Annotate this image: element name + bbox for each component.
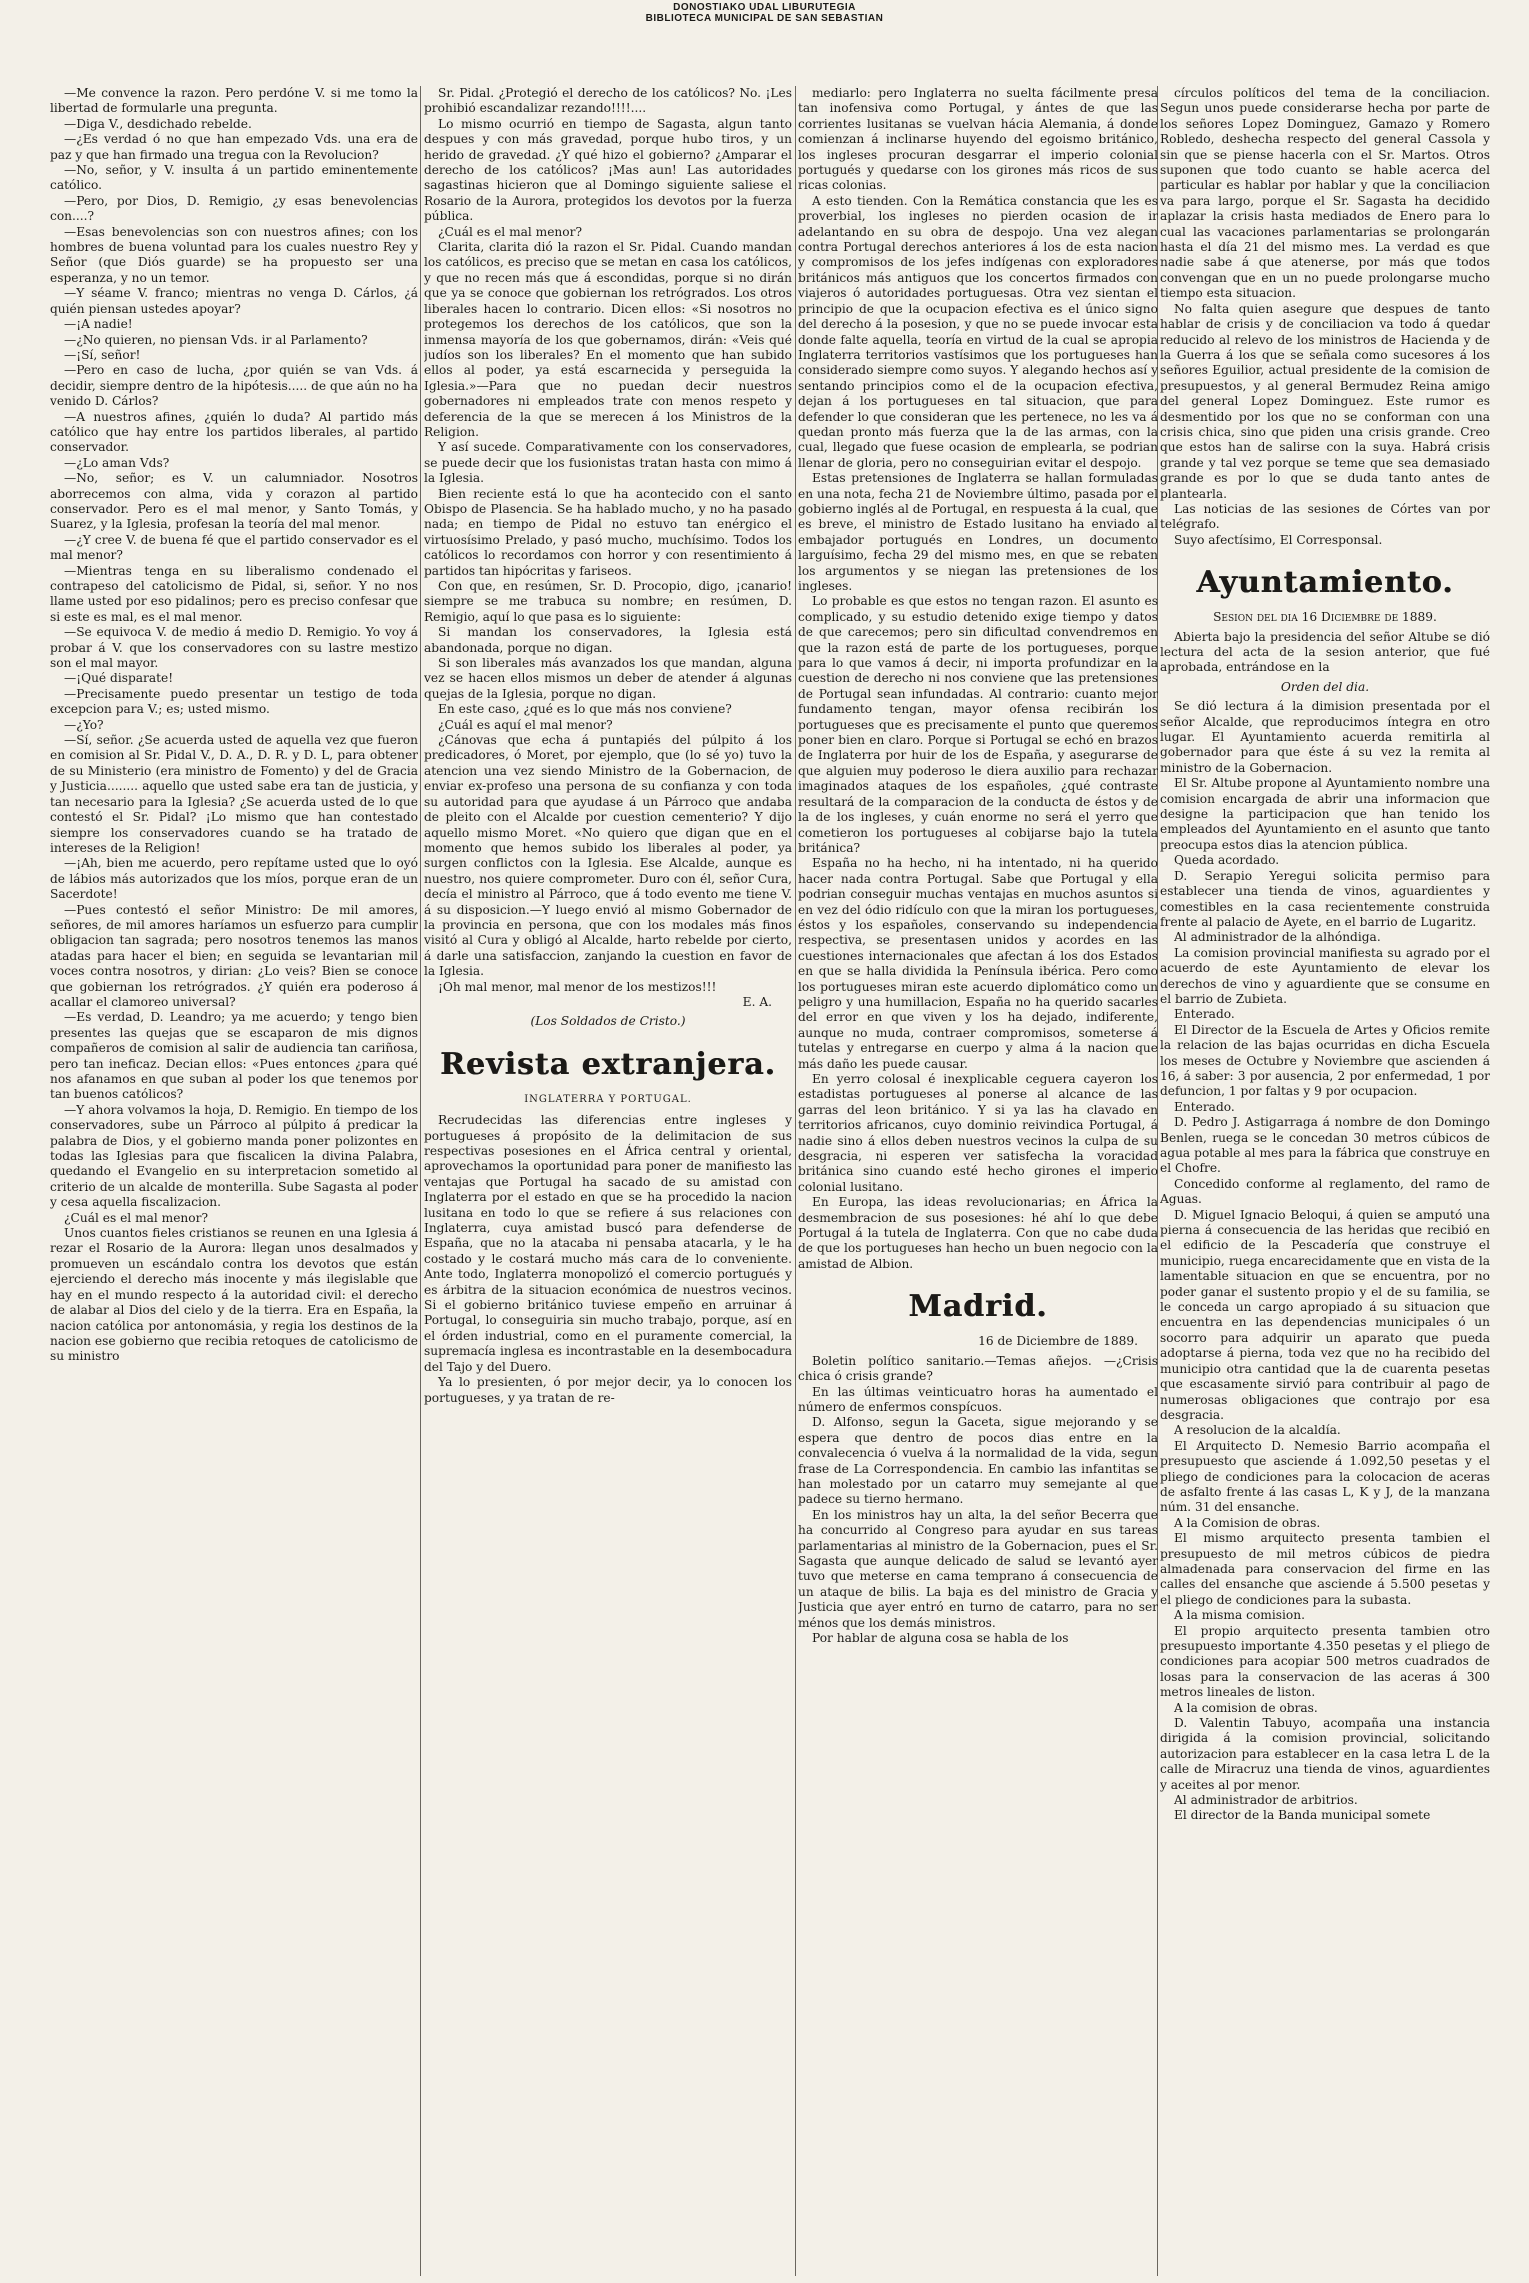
paragraph: Al administrador de la alhóndiga. bbox=[1174, 930, 1381, 945]
column-1 bbox=[50, 86, 418, 2276]
paragraph: En Europa, las ideas revolucionarias; en África la desmembracion de sus posesiones: hé ahí lo que debe Portugal á la tutela de Inglaterra. Con que no cabe duda de que los portugueses han hecho un buen negocio con la amistad de Albion. bbox=[798, 1195, 1158, 1271]
paragraph: A la Comision de obras. bbox=[1174, 1515, 1321, 1530]
paragraph: A la misma comision. bbox=[1174, 1608, 1305, 1623]
masthead-line-2: BIBLIOTECA MUNICIPAL DE SAN SEBASTIAN bbox=[645, 13, 884, 24]
column-2-foreign-article bbox=[424, 1113, 792, 1406]
paragraph: —Y séame V. franco; mientras no venga D. Cárlos, ¿á quién piensan ustedes apoyar? bbox=[50, 286, 418, 316]
session-heading: Sesion del dia 16 Diciembre de 1889. bbox=[1213, 610, 1437, 625]
paragraph: Estas pretensiones de Inglaterra se hallan formuladas en una nota, fecha 21 de Noviembre último, pasada por el gobierno inglés al de Portugal, en respuesta á la cual, que es breve, el ministro de Estado lusitano ha enviado al embajador portugués en Londres, un documento larguísimo, fecha 29 del mismo mes, en que se rebaten los argumentos y se niegan las pretensiones de los ingleses. bbox=[798, 471, 1158, 593]
column-2 bbox=[424, 86, 792, 2276]
column-4-session-items bbox=[1160, 699, 1490, 1824]
paragraph: D. Serapio Yeregui solicita permiso para establecer una tienda de vinos, aguardientes y comestibles en la casa recientemente construida frente al palacio de Ayete, en el barrio de Lugaritz. bbox=[1160, 868, 1490, 929]
paragraph: —A nuestros afines, ¿quién lo duda? Al partido más católico que hay entre los partidos liberales, al partido conservador. bbox=[50, 409, 418, 455]
paragraph: —Me convence la razon. Pero perdóne V. si me tomo la libertad de formularle una pregunta. bbox=[50, 86, 418, 116]
paragraph: Al administrador de arbitrios. bbox=[1174, 1793, 1358, 1808]
paragraph: D. Pedro J. Astigarraga á nombre de don Domingo Benlen, ruega se le concedan 30 metros cúbicos de agua potable al mes para la fábrica que construye en el Chofre. bbox=[1160, 1115, 1490, 1176]
paragraph: En las últimas veinticuatro horas ha aumentado el número de enfermos conspícuos. bbox=[798, 1384, 1158, 1414]
paragraph: Queda acordado. bbox=[1174, 853, 1280, 868]
column-4 bbox=[1160, 86, 1490, 2276]
paragraph: —Pero, por Dios, D. Remigio, ¿y esas benevolencias con....? bbox=[50, 193, 418, 224]
library-masthead bbox=[0, 2, 1529, 24]
column-3 bbox=[798, 86, 1158, 2276]
paragraph: Enterado. bbox=[1174, 1099, 1235, 1114]
paragraph: ¿Cánovas que echa á puntapiés del púlpito á los predicadores, ó Moret, por ejemplo, que (lo sé yo) tuvo la atencion una vez siendo Ministro de la Gobernacion, de enviar ex-profeso una persona de su confianza y con toda su autoridad para que ayudase á un Párroco que andaba de pleito con el Alcalde por cuestion cementerio? Y dijo aquello mismo Moret. «No quiero que digan que en el momento que hemos subido los liberales al poder, ya surgen conflictos con la Iglesia. Ese Alcalde, aunque es nuestro, nos quiere comprometer. Duro con él, señor Cura, decía el ministro al Párroco, que á todo evento me tiene V. á su disposicion.—Y luego envió al mismo Gobernador de la provincia en persona, que con los modales más finos visitó al Cura y obligó al Alcalde, harto rebelde por cierto, á darle una satisfaccion, zanjando la cuestion en favor de la Iglesia. bbox=[424, 733, 792, 979]
paragraph: —Se equivoca V. de medio á medio D. Remigio. Yo voy á probar á V. que los conservadores con su lastre mestizo son el mal mayor. bbox=[50, 625, 418, 671]
paragraph: —¿Es verdad ó no que han empezado Vds. una era de paz y que han firmado una tregua con la Revolucion? bbox=[50, 132, 418, 162]
paragraph: Boletin político sanitario.—Temas añejos. —¿Crisis chica ó crisis grande? bbox=[798, 1353, 1158, 1384]
paragraph: mediarlo: pero Inglaterra no suelta fácilmente presa tan inofensiva como Portugal, y ántes de que las corrientes lusitanas se vuelvan hácia Alemania, á donde comienzan á inclinarse huyendo del egoismo británico, los ingleses procuran desgarrar el imperio colonial portugués y quedarse con los girones más ricos de sus ricas colonias. bbox=[798, 86, 1158, 193]
paragraph: El Arquitecto D. Nemesio Barrio acompaña el presupuesto que asciende á 1.092,50 pesetas y el pliego de condiciones para la colocacion de aceras de asfalto frente á las casas L, K y J, de la manzana núm. 31 del ensanche. bbox=[1160, 1438, 1490, 1515]
paragraph: Recrudecidas las diferencias entre ingleses y portugueses á propósito de la delimitacion de sus respectivas posesiones en el África central y oriental, aprovechamos la oportunidad para poner de manifiesto las ventajas que Portugal ha sacado de su amistad con Inglaterra por el estado en que se ha procedido la nacion lusitana en todo lo que se refiere á sus relaciones con Inglaterra, cuya amistad buscó para defenderse de España, que no la atacaba ni pensaba atacarla, y le ha costado y le costará mucho más cara de lo conveniente. Ante todo, Inglaterra monopolizó el comercio portugués y es árbitra de la situacion económica de nuestros vecinos. Si el gobierno británico tuviese empeño en arruinar á Portugal, lo conseguiria sin mucho trabajo, porque, así en el órden industrial, como en el puramente comercial, la supremacía inglesa es incontrastable en la desembocadura del Tajo y del Duero. bbox=[424, 1113, 792, 1374]
paragraph: Concedido conforme al reglamento, del ramo de Aguas. bbox=[1160, 1176, 1490, 1207]
paragraph: Lo probable es que estos no tengan razon. El asunto es complicado, y su estudio detenido exige tiempo y datos de que carecemos; pero sin dificultad convendremos en que la razon está de parte de los portugueses, porque para lo que vamos á decir, ni importa profundizar en la cuestion de derecho ni nos conviene que las pretensiones de Portugal sean infundadas. Al contrario: cuanto mejor fundamento tengan, mayor ofensa recibirán los portugueses que es precisamente el punto que queremos poner bien en claro. Porque si Portugal se echó en brazos de Inglaterra por huir de los de España, y asegurarse de que alguien muy poderoso le diera auxilio para rechazar imaginados ataques de los españoles, ¿qué contraste resultará de la comparacion de la conducta de éstos y de la de los ingleses, y cuán enorme no será el yerro que cometieron los portugueses al cobijarse bajo la tutela británica? bbox=[798, 594, 1158, 855]
paragraph: Si mandan los conservadores, la Iglesia está abandonada, porque no digan. bbox=[424, 625, 792, 655]
paragraph: —Mientras tenga en su liberalismo condenado el contrapeso del catolicismo de Pidal, si, señor. Y no nos llame usted por eso pidalinos; pero es preciso confesar que si este es mal, es el mal menor. bbox=[50, 563, 418, 624]
paragraph: Unos cuantos fieles cristianos se reunen en una Iglesia á rezar el Rosario de la Aurora: llegan unos desalmados y promueven un escándalo contra los devotos que están ejerciendo el derecho más inocente y más ilegislable que hay en el mundo respecto á la autoridad civil: el derecho de alabar al Dios del cielo y de la tierra. Era en España, la nacion católica por antonomásia, y regia los destinos de la nacion ese gobierno que recibia retoques de catolicismo de su ministro bbox=[50, 1226, 418, 1364]
section-title-revista: Revista extranjera. bbox=[440, 1046, 776, 1082]
paragraph: —¡Ah, bien me acuerdo, pero repítame usted que lo oyó de lábios más autorizados que los míos, porque eran de un Sacerdote! bbox=[50, 856, 418, 902]
paragraph: Con que, en resúmen, Sr. D. Procopio, digo, ¡canario! siempre se me trabuca su nombre; en resúmen, D. Remigio, aquí lo que pasa es lo siguiente: bbox=[424, 579, 792, 624]
paragraph: El Sr. Altube propone al Ayuntamiento nombre una comision encargada de abrir una informacion que designe la participacion que han tenido los empleados del Ayuntamiento en el asunto que tanto preocupa estos dias la atencion pública. bbox=[1160, 776, 1490, 852]
paragraph: —¿Yo? bbox=[64, 717, 104, 732]
paragraph: Ya lo presienten, ó por mejor decir, ya lo conocen los portugueses, y ya tratan de re- bbox=[424, 1375, 792, 1405]
paragraph: D. Valentin Tabuyo, acompaña una instancia dirigida á la comision provincial, solicitando autorizacion para establecer en la casa letra L de la calle de Miracruz una tienda de vinos, aguardientes y aceites al por menor. bbox=[1160, 1716, 1490, 1792]
paragraph: D. Alfonso, segun la Gaceta, sigue mejorando y se espera que dentro de pocos dias entre en la convalecencia ó vuelva á la normalidad de la vida, segun frase de La Correspondencia. En cambio las infantitas se han molestado por un catarro muy semejante al que padece su tierno hermano. bbox=[798, 1415, 1158, 1507]
dateline: 16 de Diciembre de 1889. bbox=[978, 1334, 1138, 1349]
paragraph: Lo mismo ocurrió en tiempo de Sagasta, algun tanto despues y con más gravedad, porque hubo tiros, y un herido de gravedad. ¿Y qué hizo el gobierno? ¿Amparar el derecho de los católicos? ¡Mas aun! Las autoridades sagastinas hicieron que al Domingo siguiente saliese el Rosario de la Aurora, protegidos los devotos por la fuerza pública. bbox=[424, 116, 792, 224]
paragraph: Sr. Pidal. ¿Protegió el derecho de los católicos? No. ¡Les prohibió escandalizar rezando!!!!.... bbox=[424, 86, 792, 116]
masthead-line-1: DONOSTIAKO UDAL LIBURUTEGIA bbox=[673, 2, 856, 13]
paragraph: —Diga V., desdichado rebelde. bbox=[64, 116, 252, 131]
paragraph: —Esas benevolencias son con nuestros afines; con los hombres de buena voluntad para los cuales nuestro Rey y Señor (que Diós guarde) se ha propuesto ser una esperanza, y no un temor. bbox=[50, 224, 418, 285]
paragraph: círculos políticos del tema de la conciliacion. Segun unos puede considerarse hecha por parte de los señores Lopez Dominguez, Gamazo y Romero Robledo, deshecha respecto del general Cassola y sin que se piense hacerla con el Sr. Martos. Otros suponen que todo cuanto se hable acerca del particular es hablar por hablar y que la conciliacion va para largo, porque el Sr. Sagasta ha decidido aplazar la crisis hasta mediados de Enero para lo cual las vacaciones parlamentarias se prolongarán hasta el día 21 del mismo mes. La verdad es que nadie sabe á que atenerse, por más que todos convengan que en un no puede prolongarse mucho tiempo esta situacion. bbox=[1160, 86, 1490, 301]
column-2-article bbox=[424, 86, 792, 995]
paragraph: Abierta bajo la presidencia del señor Altube se dió lectura del acta de la sesion anterior, que fué aprobada, entrándose en la bbox=[1160, 629, 1490, 675]
column-4-session-intro bbox=[1160, 630, 1490, 676]
paragraph: A resolucion de la alcaldía. bbox=[1174, 1423, 1341, 1438]
paragraph: —Y ahora volvamos la hoja, D. Remigio. En tiempo de los conservadores, sube un Párroco al púlpito á predicar la palabra de Dios, y el gobierno manda poner polizontes en todas las Iglesias para que fiscalicen la divina Palabra, quedando el Evangelio en su interpretacion sometido al criterio de un alcalde de monterilla. Sube Sagasta al poder y cesa aquella fiscalizacion. bbox=[50, 1102, 418, 1210]
paragraph: —Es verdad, D. Leandro; ya me acuerdo; y tengo bien presentes las quejas que se escaparon de mis dignos compañeros de comision al salir de audiencia tan cariñosa, pero tan ineficaz. Decian ellos: «Pues entonces ¿para qué nos afanamos en que suban al poder los que tenemos por tan buenos católicos? bbox=[50, 1010, 418, 1102]
paragraph: —¡A nadie! bbox=[64, 317, 133, 332]
paragraph: ¿Cuál es el mal menor? bbox=[438, 224, 582, 239]
paragraph: —Sí, señor. ¿Se acuerda usted de aquella vez que fueron en comision al Sr. Pidal V., D. A., D. R. y D. L, para obtener de su Ministerio (era ministro de Fomento) y del de Gracia y Justicia........ aquello que usted sabe era tan de justicia, y tan necesario para la Iglesia? ¿Se acuerda usted de lo que contestó el Sr. Pidal? ¡Lo mismo que han contestado siempre los conservadores cuando se ha tratado de intereses de la Religion! bbox=[50, 733, 418, 855]
article-source: (Los Soldados de Cristo.) bbox=[530, 1014, 686, 1029]
paragraph: —¿Lo aman Vds? bbox=[64, 455, 170, 470]
paragraph: ¡Oh mal menor, mal menor de los mestizos!!! bbox=[438, 979, 717, 994]
paragraph: Si son liberales más avanzados los que mandan, alguna vez se hacen ellos mismos un deber de atender á algunas quejas de la Iglesia, porque no digan. bbox=[424, 656, 792, 701]
paragraph: Enterado. bbox=[1174, 1007, 1235, 1022]
paragraph: ¿Cuál es el mal menor? bbox=[64, 1210, 208, 1225]
paragraph: La comision provincial manifiesta su agrado por el acuerdo de este Ayuntamiento de elevar los derechos de vino y aguardiente que se consume en el barrio de Zubieta. bbox=[1160, 945, 1490, 1006]
paragraph: —¿Y cree V. de buena fé que el partido conservador es el mal menor? bbox=[50, 532, 418, 563]
paragraph: —Precisamente puedo presentar un testigo de toda excepcion para V.; es; usted mismo. bbox=[50, 686, 418, 717]
paragraph: El propio arquitecto presenta tambien otro presupuesto importante 4.350 pesetas y el pliego de condiciones para acopiar 500 metros cuadrados de losas para la conservacion de las aceras á 300 metros lineales de liston. bbox=[1160, 1623, 1490, 1700]
paragraph: En este caso, ¿qué es lo que más nos conviene? bbox=[438, 702, 732, 717]
paragraph: El director de la Banda municipal somete bbox=[1174, 1808, 1431, 1823]
section-title-madrid: Madrid. bbox=[908, 1289, 1048, 1325]
paragraph: No falta quien asegure que despues de tanto hablar de crisis y de conciliacion va todo á quedar reducido al relevo de los ministros de Hacienda y de la Guerra á los que se señala como sucesores á los señores Eguilior, actual presidente de la comision de presupuestos, y al general Bermudez Reina amigo del general Lopez Dominguez. Este rumor es desmentido por los que no se conforman con una crisis chica, sino que piden una crisis grande. Creo que estos han de salirse con la suya. Habrá crisis grande y tal vez porque se teme que sea demasiado grande es por lo que se duda tanto antes de plantearla. bbox=[1160, 301, 1490, 501]
paragraph: —Pero en caso de lucha, ¿por quién se van Vds. á decidir, siempre dentro de la hipótesis..... de que aún no ha venido D. Cárlos? bbox=[50, 363, 418, 409]
column-rule bbox=[420, 86, 421, 2276]
paragraph: España no ha hecho, ni ha intentado, ni ha querido hacer nada contra Portugal. Sabe que Portugal y ella podrian conseguir muchas ventajas en muchos asuntos si en vez del ódio ridículo con que la miran los portugueses, éstos y los españoles, conservando su independencia respectiva, se presentasen unidos y acordes en las cuestiones internacionales que afectan á los dos Estados en que se halla dividida la Península ibérica. Pero como los portugueses miran este acuerdo diplomático como un peligro y una humillacion, España no ha querido sacarles del error en que viven y los ha dejado, indiferente, aunque no muda, contraer compromisos, someterse á tutelas y entregarse en cuerpo y alma á la nacion que más daño les puede causar. bbox=[798, 856, 1158, 1071]
paragraph: En los ministros hay un alta, la del señor Becerra que ha concurrido al Congreso para ayudar en sus tareas parlamentarias al ministro de la Gobernacion, pues el Sr. Sagasta que aunque delicado de salud se levantó ayer tuvo que meterse en cama temprano á consecuencia de un ataque de bilis. La baja es del ministro de Gracia y Justicia que ayer entró en turno de catarro, para no ser ménos que los demás ministros. bbox=[798, 1507, 1158, 1630]
paragraph: —¡Qué disparate! bbox=[64, 671, 174, 686]
paragraph: —No, señor; es V. un calumniador. Nosotros aborrecemos con alma, vida y corazon al partido conservador. Pero es el mal menor, y Santo Tomás, y Suarez, y la Iglesia, profesan la teoría del mal menor. bbox=[50, 471, 418, 532]
paragraph: Bien reciente está lo que ha acontecido con el santo Obispo de Plasencia. Se ha hablado mucho, y no ha pasado nada; en tiempo de Pidal no estuvo tan enérgico el virtuosísimo Prelado, y pasó mucho, muchísimo. Todos los católicos lo recordamos con horror y con resentimiento á partidos tan hipócritas y fariseos. bbox=[424, 486, 792, 578]
paragraph: —No, señor, y V. insulta á un partido eminentemente católico. bbox=[50, 163, 418, 193]
paragraph: —¡Sí, señor! bbox=[64, 347, 141, 362]
paragraph: D. Miguel Ignacio Beloqui, á quien se amputó una pierna á consecuencia de las heridas que recibió en el edificio de la Pescadería que construye el municipio, ruega encarecidamente que en vista de la lamentable situacion en que se encuentra, por no poder ganar el sustento propio y el de su familia, se le conceda un cargo apropiado á su situacion que encuentra en las dependencias municipales ó un socorro para adquirir un aparato que pueda adoptarse á pierna, toda vez que no ha recibido del municipio otra cantidad que la de cuarenta pesetas que escasamente sirvió para contribuir al pago de numerosas obligaciones que contrajo por esa desgracia. bbox=[1160, 1207, 1490, 1422]
paragraph: Y así sucede. Comparativamente con los conservadores, se puede decir que los fusionistas tratan hasta con mimo á la Iglesia. bbox=[424, 440, 792, 486]
column-3-article bbox=[798, 86, 1158, 1272]
article-signature: E. A. bbox=[742, 994, 772, 1009]
column-rule bbox=[795, 86, 796, 2276]
paragraph: En yerro colosal é inexplicable ceguera cayeron los estadistas portugueses al ponerse al alcance de las garras del leon británico. Y si ya las ha clavado en territorios africanos, cuyo dominio reivindica Portugal, á nadie sino á ellos deben nuestros vecinos la culpa de su desgracia, ni esperen ver satisfecha la voracidad británica sino cuando esté hecho girones el imperio colonial lusitano. bbox=[798, 1072, 1158, 1194]
column-4-article bbox=[1160, 86, 1490, 548]
paragraph: A la comision de obras. bbox=[1174, 1700, 1318, 1715]
section-title-ayuntamiento: Ayuntamiento. bbox=[1196, 565, 1454, 601]
paragraph: Clarita, clarita dió la razon el Sr. Pidal. Cuando mandan los católicos, es preciso que se metan en casa los católicos, y que no recen más que á escondidas, porque si no dirán que ya se conoce que gobiernan los retrógrados. Los otros liberales hacen lo contrario. Dicen ellos: «Si nosotros no protegemos los derechos de los católicos, que son la inmensa mayoría de los que gobernamos, dirán: «Veis qué judíos son los liberales? En el momento que han subido ellos al poder, ya está escarnecida y perseguida la Iglesia.»—Para que no puedan decir nuestros gobernadores ni empleados trate con menos respeto y deferencia de la que se merecen á los Ministros de la Religion. bbox=[424, 240, 792, 439]
paragraph: ¿Cuál es aquí el mal menor? bbox=[438, 717, 613, 732]
paragraph: Suyo afectísimo, El Corresponsal. bbox=[1174, 532, 1383, 547]
paragraph: Se dió lectura á la dimision presentada por el señor Alcalde, que reproducimos íntegra en otro lugar. El Ayuntamiento acuerda remitirla al gobernador para que éste á su vez la remita al ministro de la Gobernacion. bbox=[1160, 699, 1490, 775]
paragraph: El Director de la Escuela de Artes y Oficios remite la relacion de las bajas ocurridas en dicha Escuela los meses de Octubre y Noviembre que ascienden á 16, á saber: 3 por ausencia, 2 por enfermedad, 1 por defuncion, 1 por faltas y 9 por ocupacion. bbox=[1160, 1022, 1490, 1099]
paragraph: El mismo arquitecto presenta tambien el presupuesto de mil metros cúbicos de piedra almadenada para conservacion del firme en las calles del ensanche que asciende á 5.500 pesetas y el pliego de condiciones para la subasta. bbox=[1160, 1531, 1490, 1607]
paragraph: A esto tienden. Con la Remática constancia que les es proverbial, los ingleses no pierden ocasion de ir adelantando en su obra de despojo. Una vez alegan contra Portugal derechos anteriores á los de esta nacion y compromisos de los jefes indígenas con exploradores británicos más antiguos que los concertos firmados con viajeros ó autoridades portuguesas. Otra vez sientan el principio de que la ocupacion efectiva es el único signo del derecho á la posesion, y que no se puede invocar esta donde falte aquella, teoría en virtud de la cual se apropia Inglaterra territorios vastísimos que los portugueses han considerado siempre como suyos. Y alegando hechos así y sentando principios como el de la ocupacion efectiva, dejan á los portugueses en tal situacion, que para defender lo que consideran que les pertenece, no les va á quedan pronto más fuerza que la de las armas, con la cual, llegado que fuese ocasion de emplearla, se podrian llenar de gloria, pero no conseguirian evitar el despojo. bbox=[798, 193, 1158, 470]
paragraph: Por hablar de alguna cosa se habla de los bbox=[812, 1631, 1069, 1645]
paragraph: Las noticias de las sesiones de Córtes van por telégrafo. bbox=[1160, 501, 1490, 532]
column-3-madrid-article bbox=[798, 1354, 1158, 1647]
paragraph: —Pues contestó el señor Ministro: De mil amores, señores, de mil amores haríamos un esfuerzo para cumplir obligacion tan sagrada; pero nosotros tenemos las manos atadas para hacer el bien; en seguida se levantarian mil voces contra nosotros, y dirian: ¿Lo veis? Bien se conoce que gobiernan los retrógrados. ¿Y quién era poderoso á acallar el clamoreo universal? bbox=[50, 902, 418, 1009]
article-subhead: INGLATERRA Y PORTUGAL. bbox=[524, 1093, 692, 1105]
order-of-day: Orden del dia. bbox=[1280, 679, 1370, 694]
paragraph: —¿No quieren, no piensan Vds. ir al Parlamento? bbox=[64, 332, 368, 347]
